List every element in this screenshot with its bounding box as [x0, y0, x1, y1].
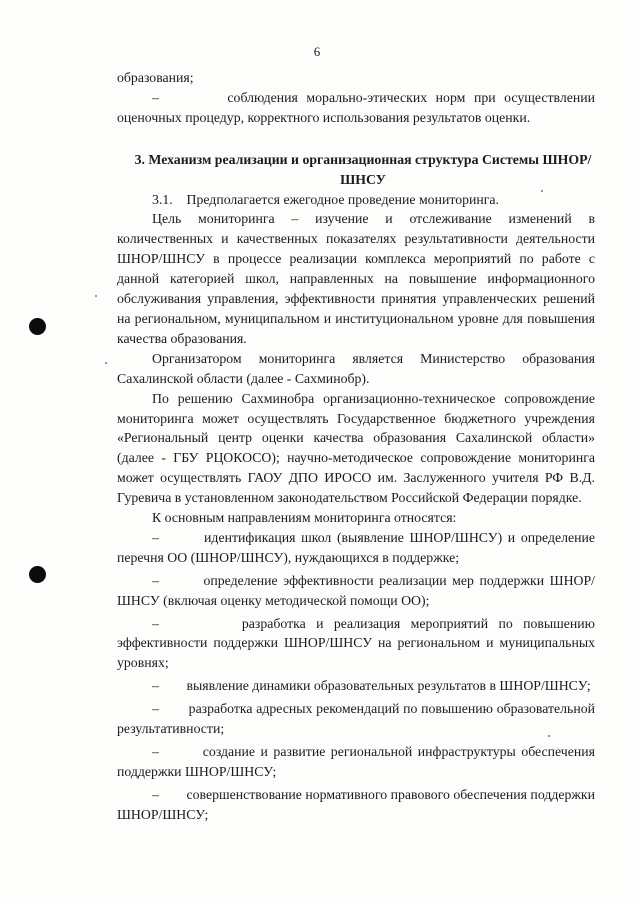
section-heading: 3. Механизм реализации и организационная структура Системы ШНОР/ШНСУ	[134, 151, 592, 187]
page-number: 6	[313, 44, 321, 59]
list-item: – совершенствование нормативного правового обеспечения поддержки ШНОР/ШНСУ;	[117, 786, 596, 822]
paragraph: Цель мониторинга – изучение и отслеживание изменений в количественных и качественных показателях результативности деятельности ШНОР/ШНСУ в процессе реализации комплекса мероприятий по работе с данной категорией школ, направленных на повышение информационного обслуживания управления, эффективности принятия управленческих решений на региональном, муниципальном и институциональном уровне для повышения качества образования.	[117, 211, 595, 346]
paragraph: По решению Сахминобра организационно-техническое сопровождение мониторинга может осуществлять Государственное бюджетного учреждения «Региональный центр оценки качества образования Сахалинской области» (далее - ГБУ РЦОКОСО); научно-методическое сопровождение мониторинга может осуществлять ГАОУ ДПО ИРОСО им. Заслуженного учителя РФ В.Д. Гуревича в установленном законодательством Российской Федерации порядке.	[117, 390, 595, 506]
scan-speck	[105, 362, 107, 364]
paragraph: Организатором мониторинга является Министерство образования Сахалинской области (далее - Сахминобр).	[117, 350, 595, 386]
scan-speck	[95, 295, 97, 297]
list-item: – разработка и реализация мероприятий по повышению эффективности поддержки ШНОР/ШНСУ на региональном и муниципальных уровнях;	[117, 615, 595, 671]
list-item: – определение эффективности реализации мер поддержки ШНОР/ШНСУ (включая оценку методической помощи ОО);	[117, 572, 595, 608]
list-item: – разработка адресных рекомендаций по повышению образовательной результативности;	[117, 701, 595, 737]
paragraph: 3.1. Предполагается ежегодное проведение мониторинга.	[152, 191, 499, 207]
punch-hole	[29, 566, 46, 583]
list-item: – соблюдения морально-этических норм при осуществлении оценочных процедур, корректного использования результатов оценки.	[117, 89, 595, 125]
punch-hole	[29, 318, 46, 335]
list-item: – идентификация школ (выявление ШНОР/ШНСУ) и определение перечня ОО (ШНОР/ШНСУ), нуждающихся в поддержке;	[117, 529, 595, 565]
paragraph: образования;	[117, 70, 194, 85]
paragraph: К основным направлениям мониторинга относятся:	[152, 510, 457, 526]
list-item: – выявление динамики образовательных результатов в ШНОР/ШНСУ;	[152, 678, 591, 694]
list-item: – создание и развитие региональной инфраструктуры обеспечения поддержки ШНОР/ШНСУ;	[117, 744, 595, 779]
document-body	[117, 68, 595, 825]
